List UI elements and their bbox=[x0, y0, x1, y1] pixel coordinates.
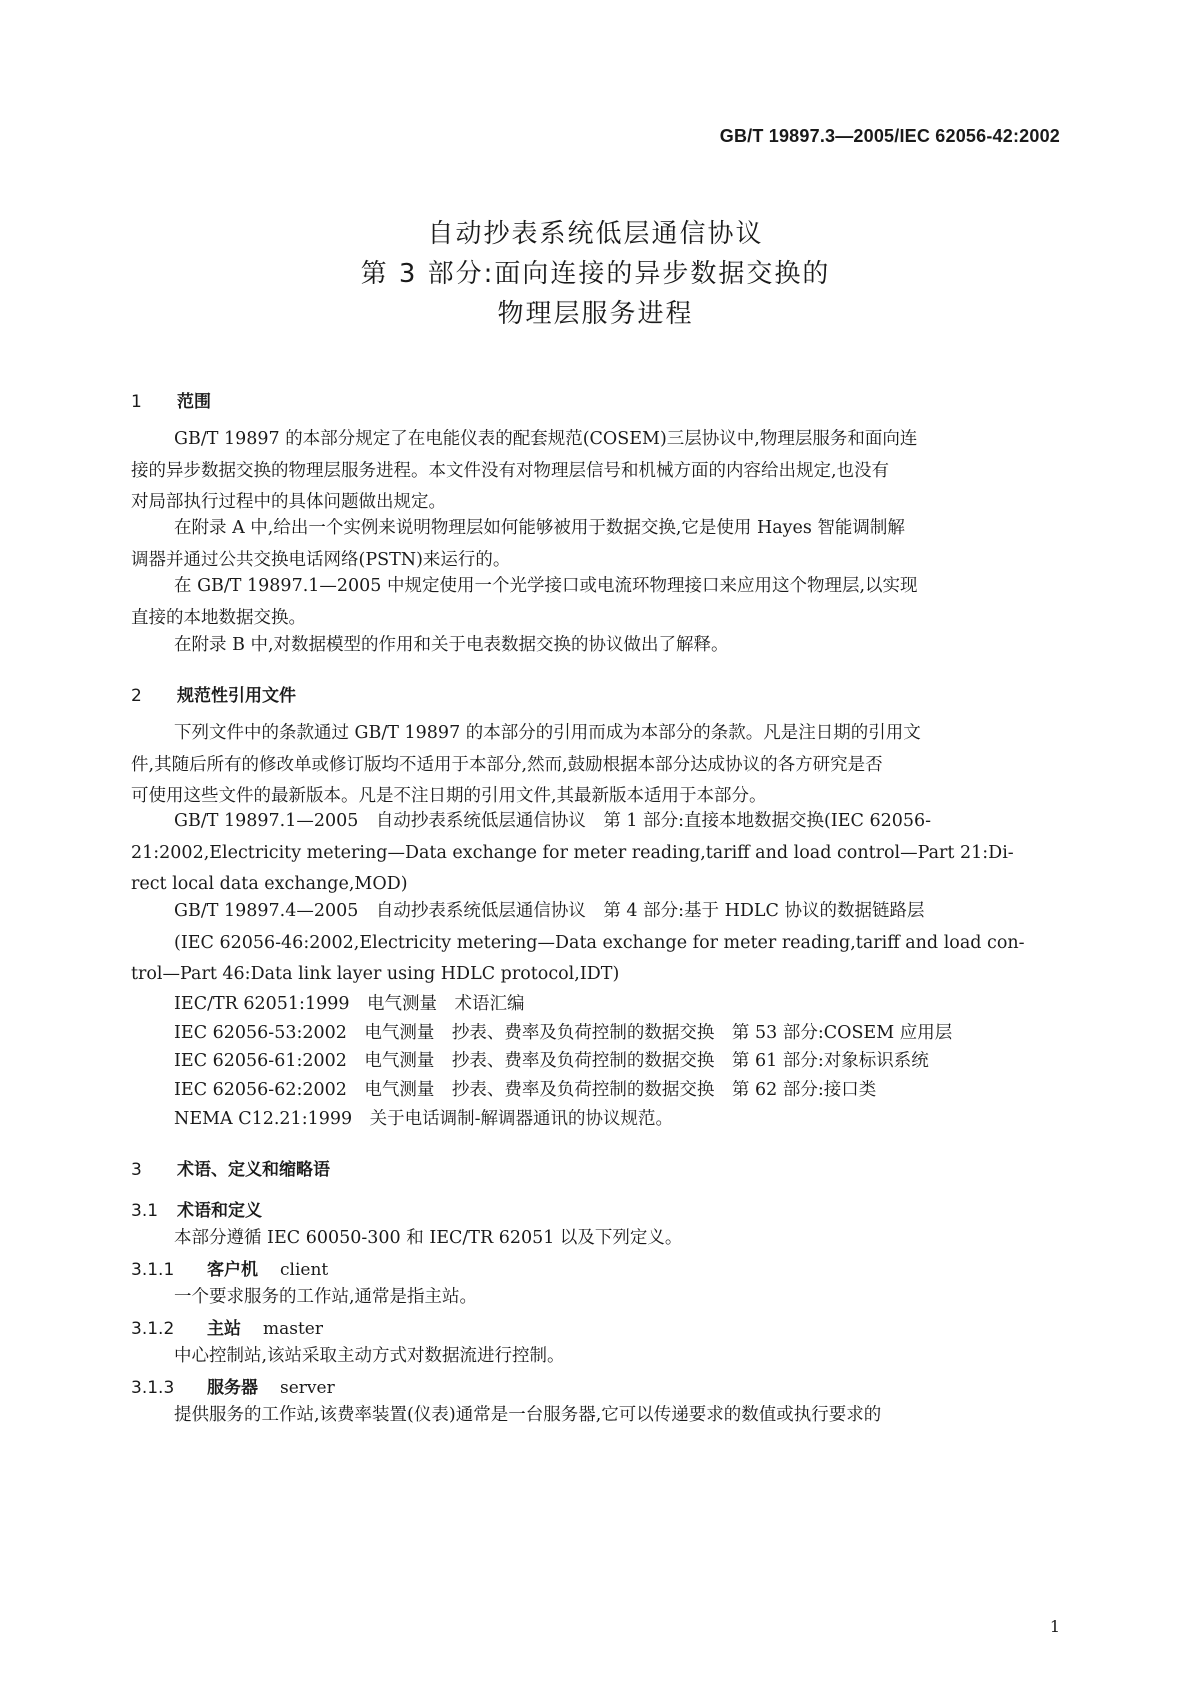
text-line: GB/T 19897.4—2005 自动抄表系统低层通信协议 第 4 部分:基于 HDLC 协议的数据链路层 bbox=[174, 901, 925, 921]
section-2-heading bbox=[131, 681, 296, 706]
title-line-3: 物理层服务进程 bbox=[497, 299, 694, 329]
section-3-1-heading bbox=[131, 1196, 262, 1221]
section-3-1-text: 本部分遵循 IEC 60050-300 和 IEC/TR 62051 以及下列定义。 bbox=[174, 1228, 683, 1248]
section-title: 术语和定义 bbox=[177, 1201, 262, 1221]
definition-number: 3.1.3 bbox=[131, 1378, 175, 1398]
definition-3-1-2-text: 中心控制站,该站采取主动方式对数据流进行控制。 bbox=[174, 1346, 565, 1366]
standard-code-header: GB/T 19897.3—2005/IEC 62056-42:2002 bbox=[719, 126, 1060, 146]
reference-iec-62056-62: IEC 62056-62:2002 电气测量 抄表、费率及负荷控制的数据交换 第 62 部分:接口类 bbox=[174, 1080, 877, 1100]
definition-number: 3.1.2 bbox=[131, 1319, 175, 1339]
title-line-1: 自动抄表系统低层通信协议 bbox=[427, 219, 764, 249]
text-line: trol—Part 46:Data link layer using HDLC protocol,IDT) bbox=[131, 964, 620, 984]
text-line: 对局部执行过程中的具体问题做出规定。 bbox=[131, 492, 446, 512]
section-number: 3.1 bbox=[131, 1201, 159, 1221]
reference-iec-62056-53: IEC 62056-53:2002 电气测量 抄表、费率及负荷控制的数据交换 第 53 部分:COSEM 应用层 bbox=[174, 1023, 953, 1043]
definition-term: 主站 bbox=[207, 1319, 241, 1339]
title-line-2: 第 3 部分:面向连接的异步数据交换的 bbox=[360, 259, 831, 289]
definition-3-1-2 bbox=[131, 1314, 323, 1339]
page-number: 1 bbox=[1049, 1617, 1060, 1636]
reference-iec-tr-62051: IEC/TR 62051:1999 电气测量 术语汇编 bbox=[174, 994, 525, 1014]
text-line: 接的异步数据交换的物理层服务进程。本文件没有对物理层信号和机械方面的内容给出规定,也没有 bbox=[131, 460, 890, 481]
section-2-paragraph-1 bbox=[131, 718, 1061, 813]
definition-3-1-1 bbox=[131, 1255, 328, 1280]
text-line: 在 GB/T 19897.1—2005 中规定使用一个光学接口或电流环物理接口来应用这个物理层,以实现 bbox=[174, 576, 918, 596]
definition-3-1-3 bbox=[131, 1373, 335, 1398]
text-line: 在附录 B 中,对数据模型的作用和关于电表数据交换的协议做出了解释。 bbox=[174, 635, 729, 655]
section-1-heading bbox=[131, 387, 211, 412]
definition-3-1-1-text: 一个要求服务的工作站,通常是指主站。 bbox=[174, 1287, 478, 1307]
text-line: 直接的本地数据交换。 bbox=[131, 607, 306, 628]
definition-term: 服务器 bbox=[207, 1378, 258, 1398]
section-number: 1 bbox=[131, 392, 142, 412]
definition-term: 客户机 bbox=[207, 1260, 258, 1280]
reference-iec-62056-61: IEC 62056-61:2002 电气测量 抄表、费率及负荷控制的数据交换 第 61 部分:对象标识系统 bbox=[174, 1051, 929, 1071]
definition-english: client bbox=[280, 1260, 329, 1280]
text-line: 调器并通过公共交换电话网络(PSTN)来运行的。 bbox=[131, 549, 511, 570]
text-line: 21:2002,Electricity metering—Data exchange for meter reading,tariff and load control—Part 21:Di- bbox=[131, 842, 1014, 863]
definition-number: 3.1.1 bbox=[131, 1260, 175, 1280]
text-line: GB/T 19897.1—2005 自动抄表系统低层通信协议 第 1 部分:直接本地数据交换(IEC 62056- bbox=[174, 811, 932, 831]
reference-nema-c12-21: NEMA C12.21:1999 关于电话调制-解调器通讯的协议规范。 bbox=[174, 1109, 674, 1129]
definition-english: master bbox=[263, 1319, 323, 1339]
section-number: 2 bbox=[131, 686, 142, 706]
text-line: 下列文件中的条款通过 GB/T 19897 的本部分的引用而成为本部分的条款。凡是注日期的引用文 bbox=[174, 723, 921, 743]
section-title: 规范性引用文件 bbox=[177, 686, 296, 706]
section-1-paragraph-3 bbox=[131, 571, 1061, 634]
definition-3-1-3-text: 提供服务的工作站,该费率装置(仪表)通常是一台服务器,它可以传递要求的数值或执行要求的 bbox=[174, 1405, 882, 1425]
text-line: GB/T 19897 的本部分规定了在电能仪表的配套规范(COSEM)三层协议中,物理层服务和面向连 bbox=[174, 429, 918, 449]
section-title: 术语、定义和缩略语 bbox=[177, 1160, 330, 1180]
section-title: 范围 bbox=[177, 392, 211, 412]
text-line: 件,其随后所有的修改单或修订版均不适用于本部分,然而,鼓励根据本部分达成协议的各方研究是否 bbox=[131, 754, 883, 775]
text-line: rect local data exchange,MOD) bbox=[131, 874, 408, 894]
section-3-heading bbox=[131, 1155, 330, 1180]
section-1-paragraph-2 bbox=[131, 513, 1061, 576]
text-line: (IEC 62056-46:2002,Electricity metering—Data exchange for meter reading,tariff and load con- bbox=[174, 932, 1025, 953]
reference-gbt-19897-1 bbox=[131, 806, 1061, 901]
text-line: 可使用这些文件的最新版本。凡是不注日期的引用文件,其最新版本适用于本部分。 bbox=[131, 786, 767, 806]
definition-english: server bbox=[280, 1378, 335, 1398]
text-line: 在附录 A 中,给出一个实例来说明物理层如何能够被用于数据交换,它是使用 Hayes 智能调制解 bbox=[174, 518, 905, 538]
section-number: 3 bbox=[131, 1160, 142, 1180]
reference-gbt-19897-4 bbox=[131, 896, 1061, 991]
section-1-paragraph-1 bbox=[131, 424, 1061, 519]
section-1-paragraph-4 bbox=[131, 630, 1061, 662]
